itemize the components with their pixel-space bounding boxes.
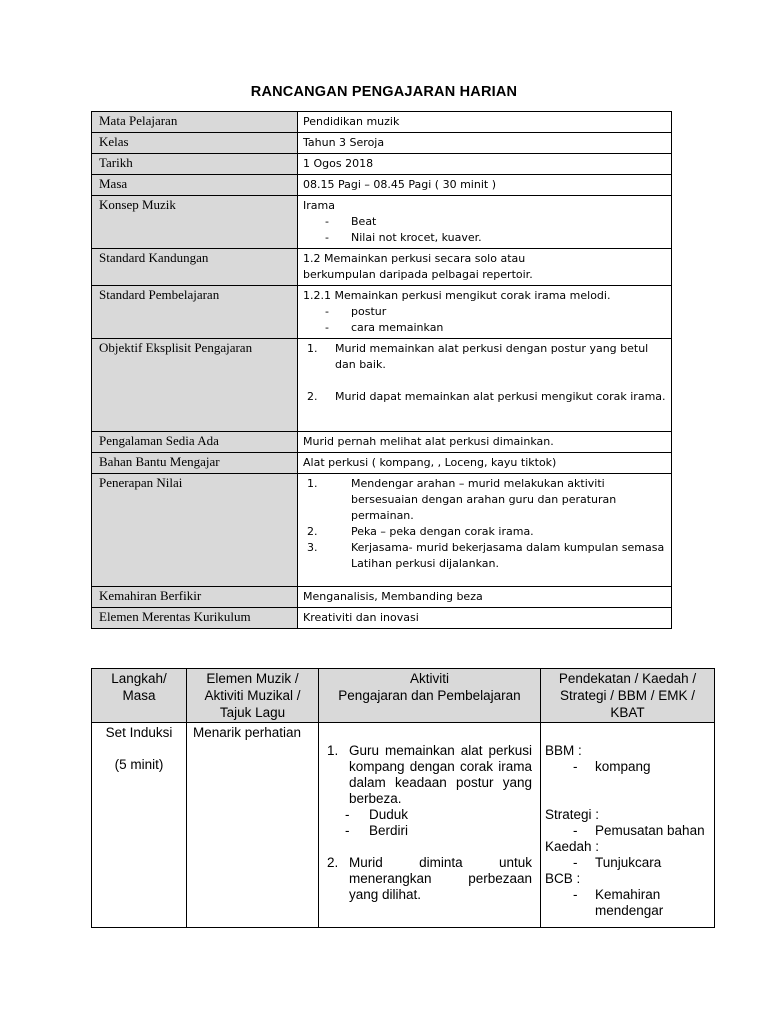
row-kelas bbox=[92, 133, 672, 154]
label-tarikh: Tarikh bbox=[92, 154, 298, 175]
kandungan-line: 1.2 Memainkan perkusi secara solo atau bbox=[303, 252, 526, 265]
value-tarikh: 1 Ogos 2018 bbox=[298, 154, 672, 175]
activity-item: 1. Guru memainkan alat perkusi kompang dengan corak irama dalam keadaan postur yang berbeza. bbox=[327, 743, 532, 806]
strategi-label: Strategi : bbox=[545, 807, 600, 822]
row-penerapan-nilai bbox=[92, 474, 672, 587]
header-langkah: Langkah/ Masa bbox=[92, 669, 187, 723]
nilai-item: 1. Mendengar arahan – murid melakukan aktiviti bersesuaian dengan arahan guru dan peraturan permainan. bbox=[307, 477, 617, 522]
value-kelas: Tahun 3 Seroja bbox=[298, 133, 672, 154]
nilai-item: 3. Kerjasama- murid bekerjasama dalam kumpulan semasa Latihan perkusi dijalankan. bbox=[307, 541, 665, 570]
value-konsep-muzik bbox=[298, 196, 672, 249]
row-standard-kandungan bbox=[92, 249, 672, 286]
label-mata-pelajaran: Mata Pelajaran bbox=[92, 112, 298, 133]
bcb-label: BCB : bbox=[545, 871, 581, 886]
label-standard-pembelajaran: Standard Pembelajaran bbox=[92, 286, 298, 339]
label-bahan: Bahan Bantu Mengajar bbox=[92, 453, 298, 474]
strategi-item: - Pemusatan bahan bbox=[573, 823, 705, 838]
label-elemen-merentas: Elemen Merentas Kurikulum bbox=[92, 608, 298, 629]
label-standard-kandungan: Standard Kandungan bbox=[92, 249, 298, 286]
value-mata-pelajaran: Pendidikan muzik bbox=[298, 112, 672, 133]
step-name: Set Induksi bbox=[105, 725, 173, 740]
row-elemen-merentas bbox=[92, 608, 672, 629]
header-elemen-muzik: Elemen Muzik / Aktiviti Muzikal / Tajuk Lagu bbox=[187, 669, 319, 723]
konsep-main: Irama bbox=[303, 199, 335, 212]
activity-sub-item: - Duduk bbox=[345, 807, 409, 822]
value-elemen-merentas: Kreativiti dan inovasi bbox=[298, 608, 672, 629]
label-pengalaman: Pengalaman Sedia Ada bbox=[92, 432, 298, 453]
activity-item: 2. Murid diminta untuk menerangkan perbezaan yang dilihat. bbox=[327, 855, 532, 902]
row-mata-pelajaran bbox=[92, 112, 672, 133]
row-objektif bbox=[92, 339, 672, 432]
cell-langkah bbox=[92, 723, 187, 928]
row-pengalaman bbox=[92, 432, 672, 453]
value-standard-kandungan bbox=[298, 249, 672, 286]
kaedah-item: - Tunjukcara bbox=[573, 855, 662, 870]
label-konsep-muzik: Konsep Muzik bbox=[92, 196, 298, 249]
bcb-item: - Kemahiran mendengar bbox=[573, 887, 664, 918]
row-kemahiran-berfikir bbox=[92, 587, 672, 608]
bbm-item: - kompang bbox=[573, 759, 651, 774]
bbm-label: BBM : bbox=[545, 743, 582, 758]
pembelajaran-item: - postur bbox=[325, 305, 387, 318]
element-text: Menarik perhatian bbox=[193, 725, 302, 740]
header-aktiviti: Aktiviti Pengajaran dan Pembelajaran bbox=[319, 669, 541, 723]
value-pengalaman: Murid pernah melihat alat perkusi dimainkan. bbox=[298, 432, 672, 453]
lesson-table bbox=[91, 668, 715, 928]
row-masa bbox=[92, 175, 672, 196]
activity-sub-item: - Berdiri bbox=[345, 823, 409, 838]
label-masa: Masa bbox=[92, 175, 298, 196]
nilai-item: 2. Peka – peka dengan corak irama. bbox=[307, 525, 534, 538]
label-penerapan-nilai: Penerapan Nilai bbox=[92, 474, 298, 587]
label-objektif: Objektif Eksplisit Pengajaran bbox=[92, 339, 298, 432]
kandungan-line: berkumpulan daripada pelbagai repertoir. bbox=[303, 268, 533, 281]
value-standard-pembelajaran bbox=[298, 286, 672, 339]
page-title: RANCANGAN PENGAJARAN HARIAN bbox=[250, 84, 518, 100]
kaedah-label: Kaedah : bbox=[545, 839, 600, 854]
lesson-row bbox=[92, 723, 715, 928]
label-kemahiran-berfikir: Kemahiran Berfikir bbox=[92, 587, 298, 608]
lesson-header-row bbox=[92, 669, 715, 723]
pembelajaran-item: - cara memainkan bbox=[325, 321, 444, 334]
pembelajaran-main: 1.2.1 Memainkan perkusi mengikut corak irama melodi. bbox=[303, 289, 611, 302]
row-bahan bbox=[92, 453, 672, 474]
cell-aktiviti bbox=[319, 723, 541, 928]
row-standard-pembelajaran bbox=[92, 286, 672, 339]
value-masa: 08.15 Pagi – 08.45 Pagi ( 30 minit ) bbox=[298, 175, 672, 196]
value-penerapan-nilai bbox=[298, 474, 672, 587]
konsep-item: - Nilai not krocet, kuaver. bbox=[325, 231, 482, 244]
row-tarikh bbox=[92, 154, 672, 175]
objektif-item: 1. Murid memainkan alat perkusi dengan postur yang betul dan baik. bbox=[307, 342, 649, 371]
cell-elemen bbox=[187, 723, 319, 928]
value-bahan: Alat perkusi ( kompang, , Loceng, kayu tiktok) bbox=[298, 453, 672, 474]
cell-pendekatan bbox=[541, 723, 715, 928]
step-time: (5 minit) bbox=[114, 757, 164, 772]
row-konsep-muzik bbox=[92, 196, 672, 249]
header-pendekatan: Pendekatan / Kaedah / Strategi / BBM / EMK / KBAT bbox=[541, 669, 715, 723]
info-table bbox=[91, 111, 672, 629]
objektif-item: 2. Murid dapat memainkan alat perkusi mengikut corak irama. bbox=[307, 390, 666, 403]
konsep-item: - Beat bbox=[325, 215, 377, 228]
label-kelas: Kelas bbox=[92, 133, 298, 154]
value-objektif bbox=[298, 339, 672, 432]
value-kemahiran-berfikir: Menganalisis, Membanding beza bbox=[298, 587, 672, 608]
